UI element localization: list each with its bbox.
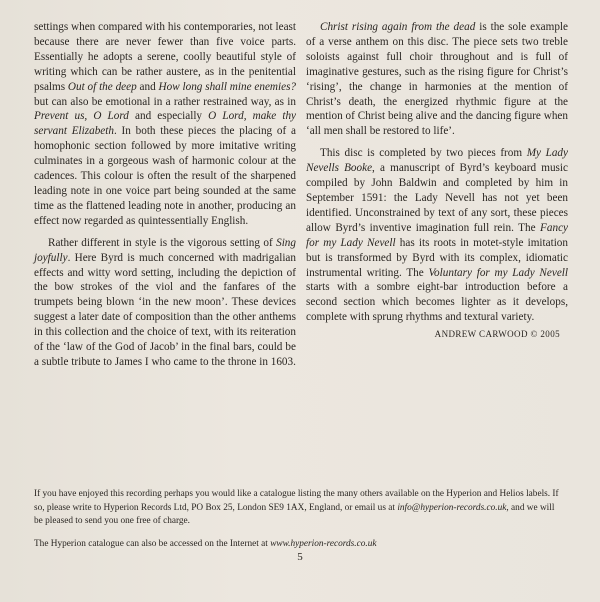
italic-title-text: Prevent us, O Lord xyxy=(34,110,129,123)
body-text: has its roots in motet-style imitation but is transformed by Byrd with its complex, idiomatic instrumental writing. The xyxy=(306,236,568,279)
website-link[interactable]: www.hyperion-records.co.uk xyxy=(270,538,377,549)
body-text: , and we will be pleased to send you one free of charge. xyxy=(34,502,555,526)
paragraph xyxy=(306,146,568,325)
left-column xyxy=(34,20,296,377)
body-text: . In both these pieces the placing of a homophonic section followed by more imitative writing culminates in a gorgeous wash of harmonic colour at the cadences. This colour is often the result of the sharpened leading note in one voice part being sounded at the same time as the flattened leading note in another, producing an effect now regarded as quintessentially English. xyxy=(34,125,296,227)
body-text: settings when compared with his contemporaries, not least because there are never fewer than five voice parts. Essentially he adopts a serene, coolly beautiful style of writing which can be rather austere, as in the penitential psalms xyxy=(34,21,296,93)
author-signature: ANDREW CARWOOD © 2005 xyxy=(434,329,560,340)
body-text: is the sole example of a verse anthem on this disc. The piece sets two treble soloists against full choir throughout and is full of imaginative gestures, such as the rising figure for Christ’s ‘rising’, the change in harmonies at the mention of Christ’s death, the energized rhythmic figure at the mention of Christ being alive and the dancing figure when ‘all men shall be restored to life’. xyxy=(306,21,569,138)
right-column xyxy=(306,20,568,342)
page-number: 5 xyxy=(297,551,303,563)
body-text: . Here Byrd is much concerned with madrigalian effects and witty word setting, including the depiction of the bow strokes of the viol and the fanfares of the trumpets being blown ‘in the new moon’. These devices suggest a later date of composition than the other anthems in this collection and the choice of text, with its reiteration of the ‘law of the God of Jacob’ in the final bars, could be a subtle tribute to James I who came to the throne in 1603. xyxy=(34,251,296,368)
italic-title-text: Voluntary for my Lady Nevell xyxy=(428,266,568,279)
italic-title-text: Fancy for my Lady Nevell xyxy=(306,221,568,249)
italic-title-text: My Lady Nevells Booke xyxy=(306,147,568,175)
catalogue-notice xyxy=(34,488,564,560)
body-text: but can also be emotional in a rather restrained way, as in xyxy=(34,95,296,108)
body-text: Rather different in style is the vigorous setting of xyxy=(48,236,277,249)
body-text: and xyxy=(136,80,159,93)
body-text: This disc is completed by two pieces from xyxy=(320,147,527,160)
email-link[interactable]: info@hyperion-records.co.uk xyxy=(397,502,507,513)
italic-title-text: Christ rising again from the dead xyxy=(320,21,476,33)
italic-title-text: O Lord, make thy servant Elizabeth xyxy=(34,110,297,138)
italic-title-text: How long shall mine enemies? xyxy=(158,80,297,93)
catalogue-request-text xyxy=(34,488,564,529)
body-text: and especially xyxy=(128,110,209,123)
paragraph xyxy=(34,236,296,370)
body-text: starts with a sombre eight-bar introduction before a second section which becomes lighter as it develops, complete with sprung rhythms and textural variety. xyxy=(306,281,568,324)
body-text: , a manuscript of Byrd’s keyboard music compiled by John Baldwin and completed by him in September 1591: the Lady Nevell has not yet been identified. Unconstrained by text of any sort, these pieces allow Byrd’s inventive imagination full rein. The xyxy=(306,162,568,234)
paragraph xyxy=(306,20,568,139)
catalogue-internet-text xyxy=(34,538,564,552)
italic-title-text: Out of the deep xyxy=(67,80,137,93)
body-text: The Hyperion catalogue can also be accessed on the Internet at xyxy=(34,538,271,549)
body-text: If you have enjoyed this recording perhaps you would like a catalogue listing the many others available on the Hyperion and Helios labels. If so, please write to Hyperion Records Ltd, PO Box 25, London SE9 1AX, England, or email us at xyxy=(34,489,559,513)
paragraph xyxy=(34,20,296,229)
italic-title-text: Sing joyfully xyxy=(34,236,296,264)
